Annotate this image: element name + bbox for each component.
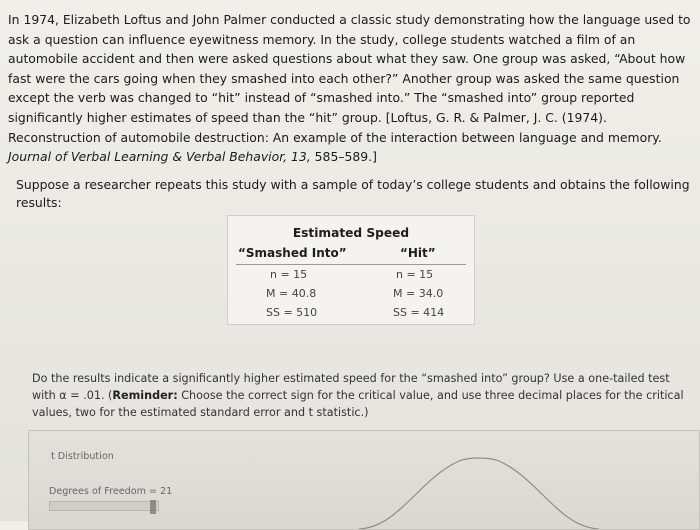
reminder-label: Reminder:: [112, 389, 178, 402]
table-divider: [236, 264, 466, 265]
question-part1: Do the results indicate a significantly higher estimated speed for the “smashed into” group? Use a one-tailed test with α = .01. (: [32, 372, 670, 402]
col-header-smashed: “Smashed Into”: [238, 246, 347, 260]
hit-n: n = 15: [396, 268, 434, 281]
question-text: [32, 370, 692, 421]
results-prompt: Suppose a researcher repeats this study with a sample of today’s college students and obtains the following results:: [16, 177, 690, 210]
hit-mean: M = 34.0: [393, 287, 444, 300]
slider-thumb[interactable]: [150, 500, 156, 514]
col-header-hit: “Hit”: [400, 246, 436, 260]
smashed-mean: M = 40.8: [266, 287, 317, 300]
intro-text-end: 585–589.]: [310, 149, 377, 165]
question-part2: Choose the correct sign for the critical value, and use three decimal places for the critical values, two for the estimated standard error and t statistic.): [32, 389, 684, 419]
results-table: [227, 215, 475, 325]
degrees-of-freedom-label: Degrees of Freedom = 21: [49, 486, 173, 497]
t-distribution-curve[interactable]: [359, 449, 599, 529]
degrees-of-freedom-slider[interactable]: [49, 501, 159, 511]
journal-title: Journal of Verbal Learning & Verbal Behavior, 13,: [8, 149, 311, 165]
hit-ss: SS = 414: [393, 306, 445, 319]
intro-text: In 1974, Elizabeth Loftus and John Palmer conducted a classic study demonstrating how the language used to ask a question can influence eyewitness memory. In the study, college students watched a film of an automobile accident and then were asked questions about what they saw. One group was asked, “About how fast were the cars going when they smashed into each other?” Another group was asked the same question except the verb was changed to “hit” instead of “smashed into.” The “smashed into” group reported significantly higher estimates of speed than the “hit” group. [Loftus, G. R. & Palmer, J. C. (1974). Reconstruction of automobile destruction: An example of the interaction between language and memory.: [8, 12, 691, 145]
t-distribution-panel[interactable]: [28, 430, 700, 530]
intro-paragraph: [8, 10, 694, 167]
panel-title: t Distribution: [51, 451, 114, 462]
table-title: Estimated Speed: [292, 226, 410, 240]
smashed-ss: SS = 510: [266, 306, 318, 319]
smashed-n: n = 15: [270, 268, 308, 281]
